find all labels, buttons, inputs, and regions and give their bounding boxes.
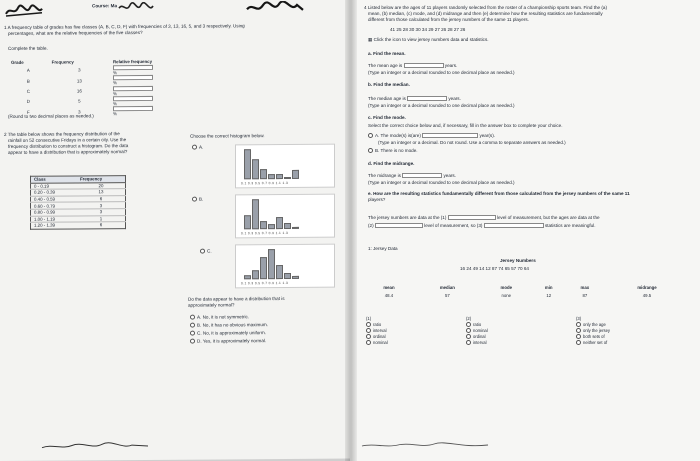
class-frequency-cell: 3 <box>77 209 126 216</box>
q1-prompt-line1: 1 A frequency table of grades has five classes (A, B, C, D, F) with frequencies of 3, 13, 16, 5, and 3 respectively. Using <box>4 23 245 30</box>
q1-prompt-line2: percentages, what are the relative frequencies of the five classes? <box>8 30 143 36</box>
round-note: (Round to two decimal places as needed.) <box>8 113 94 119</box>
radio-button[interactable] <box>192 145 197 150</box>
page-spine-shadow <box>345 0 357 461</box>
class-cell: 0.20 - 0.39 <box>31 189 77 196</box>
frequency-cell: 13 <box>76 78 82 84</box>
marker-scribble-course <box>118 2 154 14</box>
histogram-bar <box>268 224 275 229</box>
radio-button[interactable] <box>366 334 371 339</box>
histogram-option-b[interactable] <box>192 197 203 203</box>
data-table-icon[interactable]: ▦ <box>368 37 373 42</box>
class-frequency-cell: 1 <box>77 215 126 222</box>
option-text: ordinal <box>373 334 386 339</box>
jersey-sentence-5: statistics are meaningful. <box>544 223 596 228</box>
complete-table-label: Complete the table. <box>8 45 48 51</box>
normal-question-line2: approximately normal? <box>188 302 235 308</box>
histogram-bar <box>284 273 291 279</box>
jersey-data-hint-text: Click the icon to view jersey numbers data and statistics. <box>373 37 489 42</box>
normal-option-c[interactable] <box>190 330 266 336</box>
median-hint: (Type an integer or a decimal rounded to one decimal place as needed.) <box>368 103 515 108</box>
marker-scribble-bottom <box>40 439 150 452</box>
option-label: B. No, it has no obvious maximum. <box>197 322 268 328</box>
histogram-bar <box>252 199 259 229</box>
stat-value: 87 <box>582 293 588 298</box>
radio-button[interactable] <box>366 322 371 327</box>
frequency-cell: 5 <box>78 98 81 104</box>
normal-option-a[interactable] <box>190 314 249 320</box>
mode-answer-input[interactable] <box>422 133 478 138</box>
radio-button[interactable] <box>576 340 581 345</box>
stat-header: mean <box>383 285 395 290</box>
option-group-2 <box>466 316 488 346</box>
radio-button[interactable] <box>192 197 197 202</box>
histogram-bar <box>268 249 275 279</box>
radio-button[interactable] <box>368 148 373 153</box>
option-label: D. Yes, it is approximately normal. <box>197 338 267 344</box>
jersey-numbers: 16 24 49 14 12 87 74 65 57 70 64 <box>460 266 529 271</box>
histogram-bar <box>252 159 259 179</box>
option-text: ratio <box>373 322 382 327</box>
histogram-bar <box>284 223 291 229</box>
radio-button[interactable] <box>466 322 471 327</box>
jersey-data-hint[interactable] <box>368 37 489 43</box>
class-frequency-cell: 6 <box>77 222 126 229</box>
marker-scribble-top-right <box>245 1 305 15</box>
histogram-option-c[interactable] <box>200 249 212 255</box>
stat-header: min <box>544 285 553 290</box>
stat-value: none <box>501 293 512 298</box>
grade-cell: F <box>26 109 30 115</box>
relative-frequency-input[interactable] <box>113 96 153 101</box>
grade-frequency-table <box>8 58 158 117</box>
jersey-footnote: 1: Jersey Data <box>368 246 398 251</box>
class-cell: 0 - 0.19 <box>31 183 77 190</box>
part-e-line2: players? <box>368 197 386 202</box>
percent-sign: % <box>113 80 117 86</box>
option-text: only the age <box>583 322 606 327</box>
percent-sign: % <box>113 101 117 107</box>
jersey-sentence-row1 <box>368 215 600 221</box>
option-group-1 <box>366 316 388 346</box>
q4-line-1: 4 Listed below are the ages of 11 players randomly selected from the roster of a championship sports team. Find the (a) <box>364 5 607 10</box>
histogram-axis-ticks: 0.1 0.3 0.5 0.7 0.9 1.1 1.3 <box>241 280 289 286</box>
option-group-label: (2) <box>466 316 472 321</box>
grade-cell: C <box>26 88 30 94</box>
course-header: Course: Ma <box>92 3 118 9</box>
q2-line-1: 2 The table below shows the frequency distribution of the <box>4 131 120 137</box>
mean-unit: years. <box>444 63 458 68</box>
histogram-a <box>235 144 335 189</box>
grade-cell: A <box>26 68 30 74</box>
histogram-prompt: Choose the correct histogram below. <box>190 133 265 139</box>
relative-frequency-input[interactable] <box>113 65 153 70</box>
radio-button[interactable] <box>190 339 195 344</box>
option-letter: B. <box>199 196 204 202</box>
radio-button[interactable] <box>366 340 371 345</box>
grade-cell: B <box>26 78 30 84</box>
class-frequency-header: Frequency <box>77 176 126 183</box>
stat-header: max <box>580 285 590 290</box>
right-worksheet-page <box>350 0 700 461</box>
dropdown-2[interactable] <box>375 223 423 228</box>
class-cell: 1.00 - 1.19 <box>31 216 77 223</box>
grade-cell: D <box>26 99 30 105</box>
class-header: Class <box>31 176 77 183</box>
option-text: nominal <box>473 328 488 333</box>
mode-option-a-unit: year(s). <box>479 133 496 138</box>
radio-button[interactable] <box>466 334 471 339</box>
histogram-bar <box>276 217 283 229</box>
q2-line-4: appear to have a distribution that is approximately normal? <box>8 149 128 155</box>
mean-hint: (Type an integer or a decimal rounded to one decimal place as needed.) <box>368 70 515 75</box>
percent-sign: % <box>113 111 117 117</box>
histogram-bar <box>276 174 283 179</box>
mean-answer-input[interactable] <box>404 63 444 68</box>
part-d-heading: d. Find the midrange. <box>368 161 415 166</box>
class-frequency-cell: 3 <box>77 202 126 209</box>
midrange-label: The midrange is <box>368 173 401 178</box>
option-label: A. No, it is not symmetric. <box>197 314 250 320</box>
median-unit: years. <box>448 96 461 101</box>
option-group-label: (3) <box>576 316 582 321</box>
marker-scribble-top-left <box>4 4 44 18</box>
radio-button[interactable] <box>466 328 471 333</box>
option-text: interval <box>373 328 387 333</box>
option-text: interval <box>473 340 487 345</box>
histogram-bar <box>292 276 299 279</box>
histogram-bar <box>260 169 267 179</box>
option-text: nominal <box>373 340 388 345</box>
option-text: ordinal <box>473 334 486 339</box>
histogram-bar <box>292 170 299 179</box>
histogram-bar <box>244 149 251 179</box>
histogram-bar <box>260 257 267 279</box>
grade-header: Grade <box>11 59 24 65</box>
histogram-bar <box>252 270 259 279</box>
q4-line-3: different from those calculated from the jersey numbers of the same 11 players. <box>368 17 529 22</box>
relative-frequency-input[interactable] <box>113 86 153 91</box>
radio-button[interactable] <box>366 328 371 333</box>
histogram-b <box>235 194 335 239</box>
stat-header: median <box>439 285 455 290</box>
dropdown-1[interactable] <box>448 215 496 220</box>
mode-instruction: Select the correct choice below and, if necessary, fill in the answer box to complete your choice. <box>368 123 563 128</box>
mode-option-a[interactable] <box>368 133 495 139</box>
relative-frequency-input[interactable] <box>113 75 153 80</box>
jersey-statistics-table <box>364 285 690 299</box>
histogram-bar <box>292 227 299 229</box>
part-a-heading: a. Find the mean. <box>368 51 406 56</box>
histogram-axis-ticks: 0.1 0.3 0.5 0.7 0.9 1.1 1.3 <box>241 230 289 236</box>
class-cell: 1.20 - 1.39 <box>31 222 77 229</box>
part-c-heading: c. Find the mode. <box>368 115 406 120</box>
frequency-cell: 3 <box>78 109 81 115</box>
midrange-hint: (Type an integer or a decimal rounded to one decimal place as needed.) <box>368 180 515 185</box>
histogram-bar <box>268 174 275 179</box>
radio-button[interactable] <box>200 249 205 254</box>
histogram-bar <box>244 275 251 279</box>
stat-header: mode <box>500 285 513 290</box>
stat-header: midrange <box>637 285 657 290</box>
percent-sign: % <box>113 90 117 96</box>
mode-option-b[interactable] <box>368 148 418 154</box>
mean-row <box>368 63 457 69</box>
class-cell: 0.40 - 0.59 <box>31 196 77 203</box>
class-frequency-cell: 20 <box>77 182 126 189</box>
radio-button[interactable] <box>190 323 195 328</box>
histogram-bar <box>284 177 291 179</box>
histogram-bar <box>244 215 251 229</box>
option-item[interactable] <box>366 340 388 346</box>
median-label: The median age is <box>368 96 406 101</box>
q2-line-3: frequency distribution to construct a histogram. Do the data <box>8 143 129 149</box>
radio-button[interactable] <box>190 315 195 320</box>
histogram-bar <box>276 265 283 279</box>
part-b-heading: b. Find the median. <box>368 82 410 87</box>
mode-option-a-label: A. The mode(s) is(are) <box>375 133 421 138</box>
radio-button[interactable] <box>466 340 471 345</box>
median-row <box>368 96 461 102</box>
frequency-cell: 3 <box>78 67 81 73</box>
part-e-line1: e. How are the resulting statistics fundamentally different from those calculated from the jersey numbers of the same 11 <box>368 191 630 196</box>
jersey-sentence-4: level of measurement, so (3) <box>424 223 483 228</box>
histogram-option-a[interactable] <box>192 145 203 151</box>
radio-button[interactable] <box>190 331 195 336</box>
radio-button[interactable] <box>576 328 581 333</box>
histogram-c <box>235 244 335 289</box>
mode-option-a-hint: (Type an integer or a decimal. Do not round. Use a comma to separate answers as needed.) <box>378 140 566 145</box>
q4-line-2: mean, (b) median, (c) mode, and (d) midrange and then (e) determine how the resulting statistics are fundamentally <box>368 11 603 16</box>
class-cell: 0.60 - 0.79 <box>31 202 77 209</box>
midrange-row <box>368 173 456 179</box>
midrange-unit: years. <box>443 173 457 178</box>
relative-frequency-header: Relative frequency <box>113 58 153 65</box>
histogram-axis-ticks: 0.1 0.3 0.5 0.7 0.9 1.1 1.3 <box>241 180 289 186</box>
radio-button[interactable] <box>576 322 581 327</box>
option-group-label: (1) <box>366 316 372 321</box>
frequency-cell: 16 <box>76 88 82 94</box>
class-frequency-cell: 13 <box>77 189 126 196</box>
marker-scribble-bottom-right <box>360 440 490 450</box>
jersey-sentence-row2 <box>368 223 596 229</box>
normal-question-line1: Do the data appear to have a distribution that is <box>188 296 285 302</box>
class-frequency-cell: 6 <box>77 195 126 202</box>
stat-value: 57 <box>444 293 450 298</box>
dropdown-3[interactable] <box>484 223 544 228</box>
option-item[interactable] <box>576 340 610 346</box>
class-cell: 0.80 - 0.99 <box>31 209 77 216</box>
midrange-answer-input[interactable] <box>402 173 442 178</box>
jersey-sentence-3: (2) <box>368 223 374 228</box>
median-answer-input[interactable] <box>407 96 447 101</box>
option-label: C. No, it is approximately uniform. <box>197 330 266 336</box>
stat-value: 12 <box>546 293 552 298</box>
option-text: ratio <box>473 322 482 327</box>
jersey-title: Jersey Numbers <box>500 258 536 263</box>
normal-option-b[interactable] <box>190 322 268 328</box>
stat-value: 48.4 <box>384 293 394 298</box>
histogram-bar <box>260 221 267 229</box>
jersey-sentence-2: level of measurement, but the ages are data at the <box>496 215 600 220</box>
percent-sign: % <box>113 70 117 76</box>
relative-frequency-input[interactable] <box>113 106 153 111</box>
option-text: only the jersey <box>583 328 610 333</box>
age-data: 41 25 28 30 30 34 29 27 26 28 27 26 <box>390 27 466 32</box>
jersey-sentence-1: The jersey numbers are data at the (1) <box>368 215 447 220</box>
option-letter: C. <box>207 248 212 254</box>
option-text: both sets of <box>583 334 605 339</box>
radio-button[interactable] <box>368 133 373 138</box>
rainfall-class-table <box>30 175 126 229</box>
q2-line-2: rainfall on 52 consecutive Fridays in a certain city. Use the <box>8 137 127 143</box>
option-group-3 <box>576 316 610 346</box>
normal-option-d[interactable] <box>190 338 266 344</box>
radio-button[interactable] <box>576 334 581 339</box>
frequency-header: Frequency <box>51 59 74 65</box>
option-text: neither set of <box>583 340 608 345</box>
stat-value: 49.5 <box>642 293 652 298</box>
option-letter: A. <box>199 144 204 150</box>
table-row <box>31 222 126 229</box>
mean-label: The mean age is <box>368 63 403 68</box>
option-item[interactable] <box>466 340 488 346</box>
mode-option-b-label: B. There is no mode. <box>375 148 418 153</box>
